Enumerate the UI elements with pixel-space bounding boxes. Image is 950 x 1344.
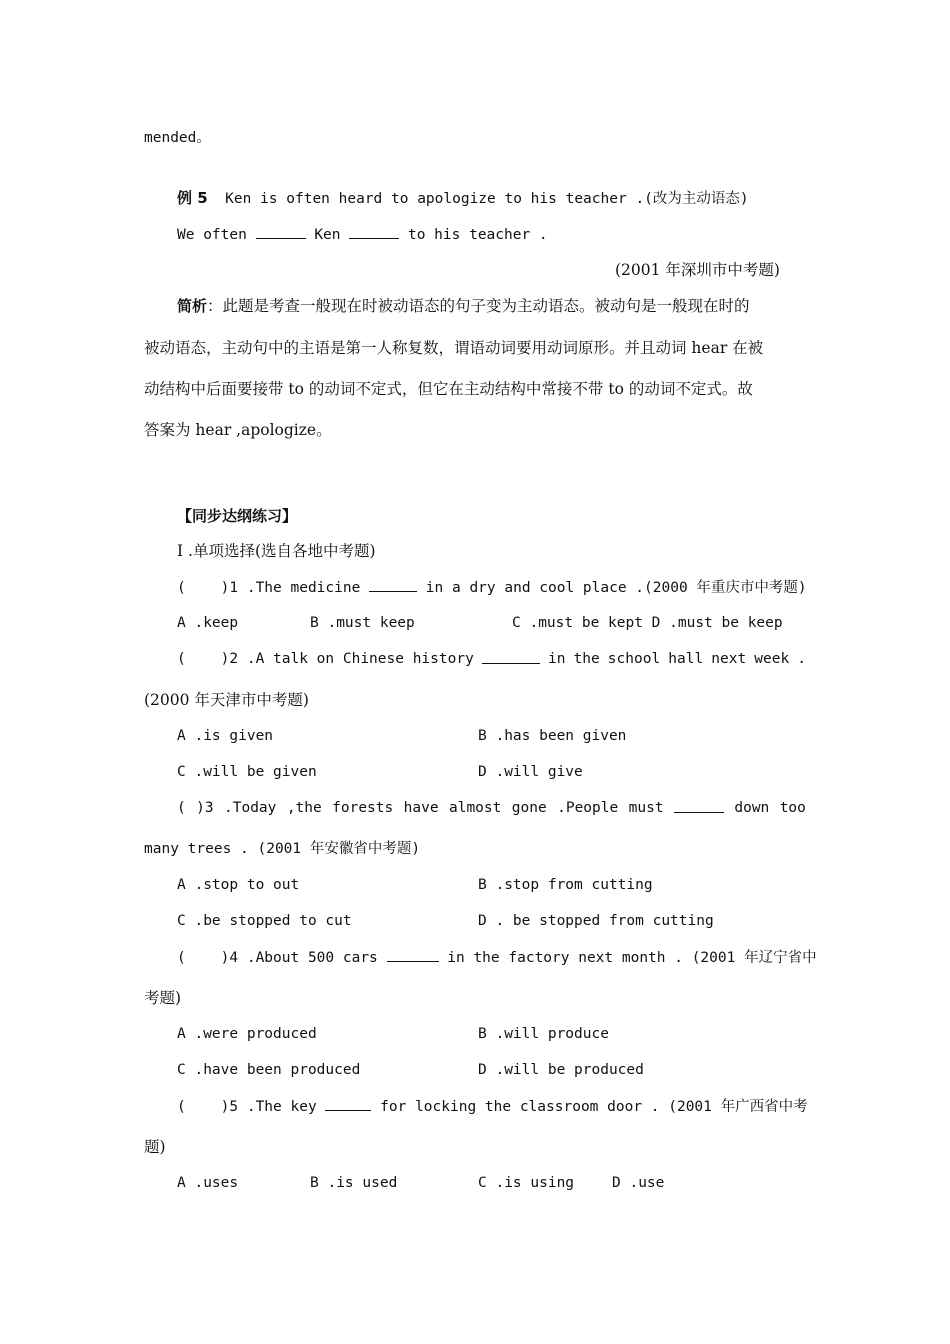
example-5-question	[177, 188, 749, 209]
q3-word: .Today	[224, 800, 277, 816]
question-1	[177, 577, 807, 598]
q2-source: (2000 年天津市中考题)	[144, 691, 309, 709]
q4-stem: ( )4 .About 500 cars	[177, 950, 378, 966]
q2-word: the	[573, 651, 600, 667]
q2-option-b: B .has been given	[478, 728, 627, 744]
q2-word: week	[754, 651, 790, 667]
part-heading: Ⅰ .单项选择(选自各地中考题)	[177, 542, 376, 560]
q2-word: in	[547, 651, 566, 667]
q4-option-c: C .have been produced	[177, 1062, 361, 1078]
q1-blank[interactable]	[369, 577, 417, 592]
q2-option-d: D .will give	[478, 764, 583, 780]
answer-text-3: to his teacher .	[407, 227, 548, 243]
q3-word: (	[177, 800, 186, 816]
analysis-text-1: ：此题是考查一般现在时被动语态的句子变为主动语态。被动句是一般现在时的	[207, 297, 750, 315]
q3-word: ,the	[286, 800, 322, 816]
q3-word: down	[734, 800, 770, 816]
q4-line-2: 考题)	[144, 989, 182, 1007]
example-5-answer-line	[177, 224, 548, 245]
q3-word: have	[403, 800, 439, 816]
q5-blank[interactable]	[325, 1096, 371, 1111]
q3-option-d: D . be stopped from cutting	[478, 913, 714, 929]
analysis-label: 简析	[177, 297, 208, 315]
analysis-line-4: 答案为 hear ,apologize。	[144, 421, 332, 439]
q4-option-d: D .will be produced	[478, 1062, 644, 1078]
analysis-line-1	[177, 296, 750, 316]
analysis-line-3: 动结构中后面要接带 to 的动词不定式，但它在主动结构中常接不带 to 的动词不定式。故	[144, 380, 753, 398]
answer-text-2: Ken	[314, 227, 341, 243]
q5-option-a: A .uses	[177, 1175, 239, 1191]
q2-option-a: A .is given	[177, 728, 274, 744]
q2-word: next	[711, 651, 747, 667]
q3-word: must	[628, 800, 664, 816]
q3-word: too	[779, 800, 806, 816]
q4-option-b: B .will produce	[478, 1026, 609, 1042]
q5-stem: ( )5 .The key	[177, 1099, 317, 1115]
q5-tail: for locking the classroom door . (2001 年广西省中考	[380, 1099, 808, 1115]
q3-word: .People	[557, 800, 619, 816]
q2-stem: ( )2 .A talk on Chinese history	[177, 651, 474, 667]
q5-option-d: D .use	[612, 1175, 665, 1191]
q3-word: forests	[332, 800, 394, 816]
q1-stem: ( )1 .The medicine	[177, 580, 361, 596]
question-3	[177, 798, 806, 818]
q2-word: hall	[668, 651, 704, 667]
q3-line-2: many trees . (2001 年安徽省中考题)	[144, 841, 421, 857]
q1-option-cd: C .must be kept D .must be keep	[512, 615, 783, 631]
q3-word: )3	[196, 800, 214, 816]
q3-blank[interactable]	[674, 798, 724, 813]
q4-option-a: A .were produced	[177, 1026, 317, 1042]
question-4	[177, 947, 817, 968]
q2-blank[interactable]	[482, 649, 540, 664]
q4-blank[interactable]	[387, 947, 439, 962]
q3-option-a: A .stop to out	[177, 877, 300, 893]
answer-blank-2[interactable]	[349, 224, 399, 239]
example-question-text: Ken is often heard to apologize to his teacher .(改为主动语态)	[225, 191, 749, 207]
section-heading: 【同步达纲练习】	[177, 507, 298, 525]
q1-option-b: B .must keep	[310, 615, 415, 631]
example-5-source: (2001 年深圳市中考题)	[615, 261, 780, 279]
question-5	[177, 1096, 808, 1117]
q5-option-b: B .is used	[310, 1175, 398, 1191]
analysis-line-2: 被动语态，主动句中的主语是第一人称复数，谓语动词要用动词原形。并且动词 hear 在被	[144, 339, 764, 357]
example-label: 例 5	[177, 189, 208, 207]
q4-tail: in the factory next month . (2001 年辽宁省中	[447, 950, 817, 966]
q2-word: school	[607, 651, 661, 667]
q5-option-c: C .is using	[478, 1175, 575, 1191]
q1-option-a: A .keep	[177, 615, 239, 631]
q3-option-c: C .be stopped to cut	[177, 913, 352, 929]
answer-text-1: We often	[177, 227, 247, 243]
answer-blank-1[interactable]	[256, 224, 306, 239]
q3-option-b: B .stop from cutting	[478, 877, 653, 893]
q5-line-2: 题)	[144, 1138, 166, 1156]
q3-word: gone	[511, 800, 547, 816]
continued-text: mended。	[144, 130, 211, 146]
q1-tail: in a dry and cool place .(2000 年重庆市中考题)	[425, 580, 807, 596]
q3-word: almost	[448, 800, 502, 816]
question-2	[177, 649, 806, 669]
q2-option-c: C .will be given	[177, 764, 317, 780]
q2-word: .	[797, 651, 806, 667]
